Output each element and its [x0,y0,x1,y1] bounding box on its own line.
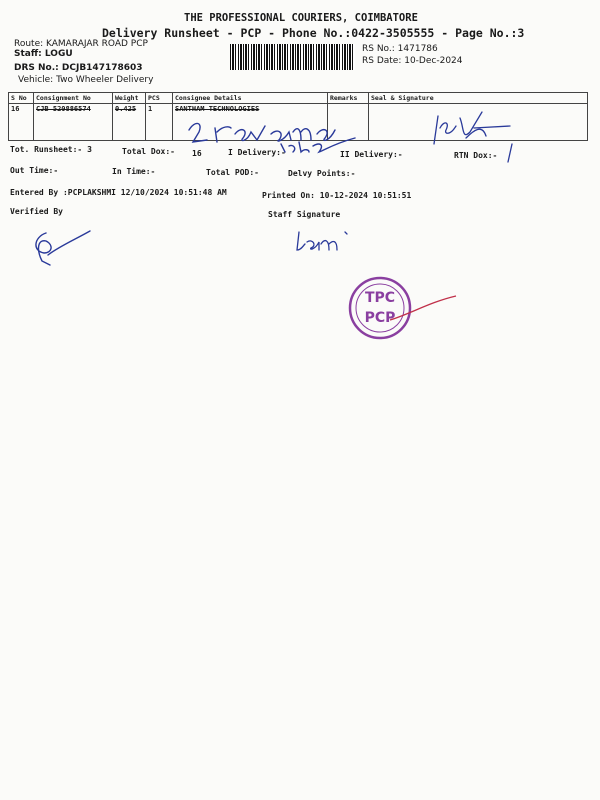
total-pod: Total POD:- [206,168,259,177]
out-time: Out Time:- [10,166,59,175]
tot-runsheet: Tot. Runsheet:- 3 [10,145,92,154]
cell-consignee: SANTHAM TECHNOLOGIES [173,104,328,141]
svg-text:PCP: PCP [364,310,396,326]
col-remarks: Remarks [328,93,369,104]
runsheet-title: Delivery Runsheet - PCP - Phone No.:0422-3505555 - Page No.:3 [102,26,525,40]
total-dox-label: Total Dox:- [122,147,175,156]
entered-by: Entered By :PCPLAKSHMI 12/10/2024 10:51:48 AM [10,188,227,197]
vehicle-text: Vehicle: Two Wheeler Delivery [18,75,154,85]
delvy-points: Delvy Points:- [288,169,356,178]
company-title: THE PROFESSIONAL COURIERS, COIMBATORE [184,12,418,24]
staff-signature-scribble [293,228,363,262]
col-pcs: PCS [146,93,173,104]
cell-consignment: CJB 520886574 [34,104,113,141]
drs-value: DCJB147178603 [61,63,143,73]
barcode [230,44,355,70]
rs-date: RS Date: 10-Dec-2024 [362,56,463,66]
cell-pcs: 1 [146,104,173,141]
staff-text: Staff: LOGU [14,49,73,59]
svg-text:TPC: TPC [364,290,396,306]
route-text: Route: KAMARAJAR ROAD PCP [14,39,148,49]
rs-number: RS No.: 1471786 [362,44,438,54]
tpc-stamp [340,268,470,353]
table-header-row [9,93,588,104]
rtn-mark-scribble [500,142,520,166]
total-dox-value: 16 [192,149,202,158]
col-weight: Weight [113,93,146,104]
cell-sno: 16 [9,104,34,141]
col-consignee: Consignee Details [173,93,328,104]
rtn-dox: RTN Dox:- [454,151,498,160]
staff-signature-label: Staff Signature [268,210,341,219]
cell-weight: 0.425 [113,104,146,141]
verified-by-label: Verified By [10,207,63,216]
ii-delivery: II Delivery:- [340,150,403,159]
verifier-signature [28,225,98,270]
receiver-handwriting [185,108,385,158]
col-consignment: Consignment No [34,93,113,104]
i-delivery: I Delivery:- [228,148,286,157]
printed-on: Printed On: 10-12-2024 10:51:51 [262,191,412,200]
col-seal: Seal & Signature [369,93,588,104]
col-sno: S No [9,93,34,104]
drs-number [14,63,143,73]
in-time: In Time:- [112,167,156,176]
drs-label: DRS No.: [14,63,59,73]
